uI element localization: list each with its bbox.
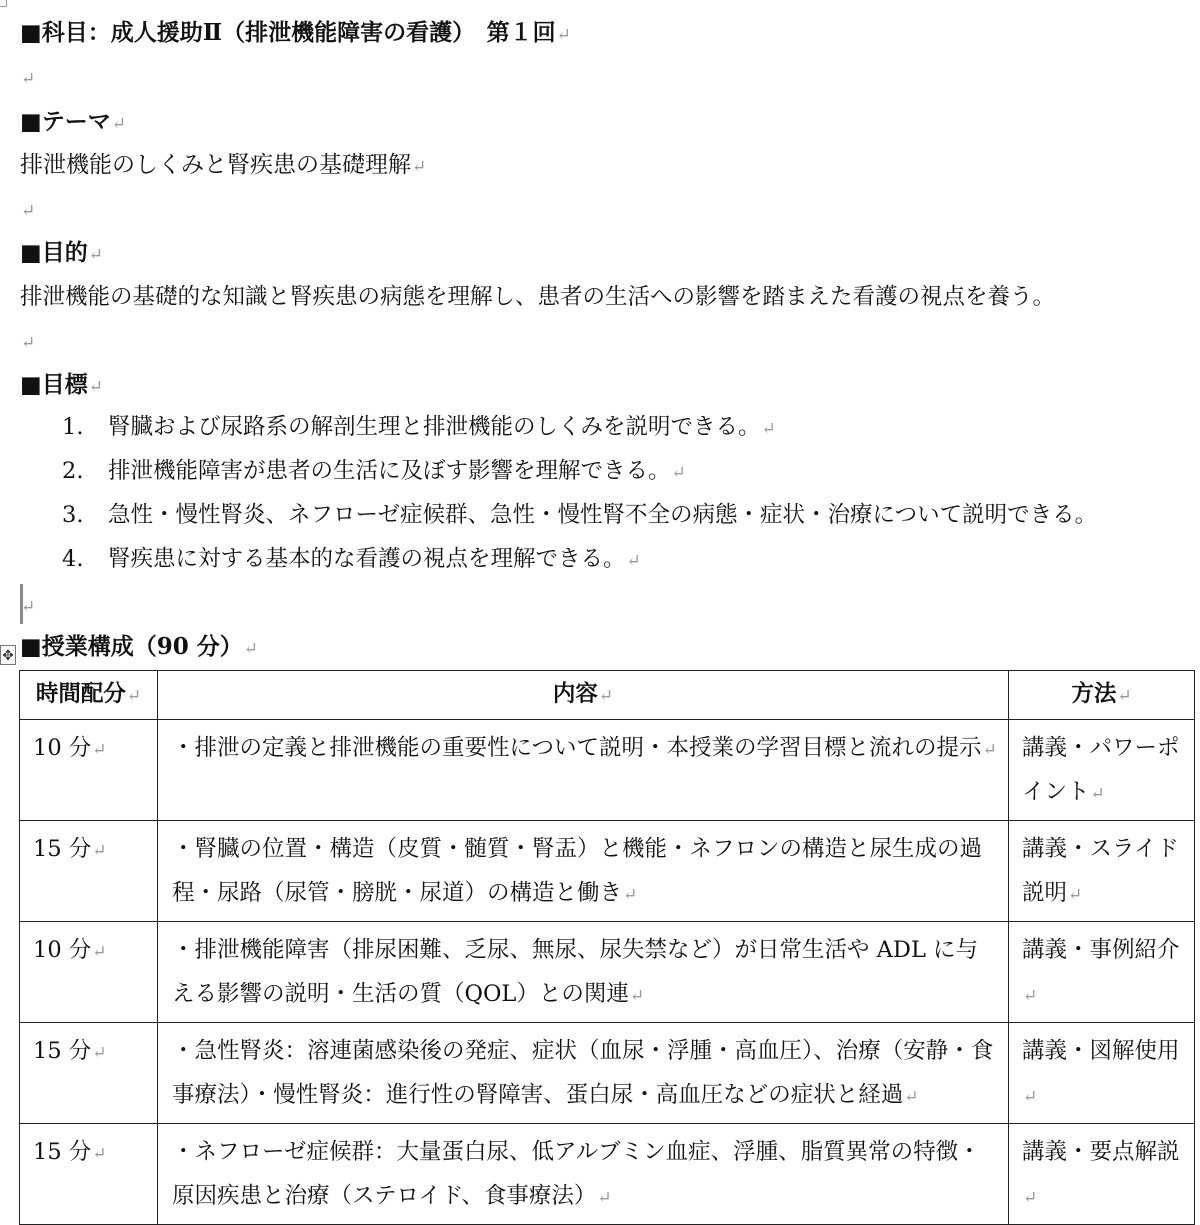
- cell-mark-icon: ↵: [92, 740, 107, 760]
- paragraph-mark-icon: ↵: [111, 114, 126, 134]
- time-cell[interactable]: 15 分↵: [20, 821, 158, 922]
- purpose-text[interactable]: 排泄機能の基礎的な知識と腎疾患の病態を理解し、患者の生活への影響を踏まえた看護の視点を養う。: [20, 284, 1056, 310]
- cell-mark-icon: ↵: [982, 740, 997, 760]
- cell-mark-icon: ↵: [904, 1087, 919, 1107]
- paragraph-mark-icon: ↵: [21, 597, 36, 617]
- paragraph-mark-icon: ↵: [21, 333, 36, 353]
- content-cell[interactable]: ・腎臓の位置・構造（皮質・髄質・腎盂）と機能・ネフロンの構造と尿生成の過程・尿路（尿管・膀胱・尿道）の構造と働き↵: [158, 821, 1009, 922]
- goals-heading[interactable]: ■目標↵: [20, 371, 103, 398]
- structure-heading[interactable]: ■授業構成（90 分）↵: [20, 633, 258, 660]
- theme-heading[interactable]: ■テーマ↵: [20, 108, 126, 135]
- goal-item-1[interactable]: 1. 腎臓および尿路系の解剖生理と排泄機能のしくみを説明できる。↵: [62, 414, 776, 440]
- table-row: [20, 821, 1195, 922]
- paragraph-mark-icon: ↵: [21, 69, 36, 89]
- paragraph-mark-icon: ↵: [761, 419, 776, 439]
- empty-paragraph[interactable]: [20, 590, 35, 622]
- cell-mark-icon: ↵: [1090, 784, 1105, 804]
- table-row: [20, 922, 1195, 1023]
- page-corner-marker: [0, 0, 7, 7]
- goal-item-3[interactable]: 3. 急性・慢性腎炎、ネフローゼ症候群、急性・慢性腎不全の病態・症状・治療について説明できる。: [62, 502, 1098, 528]
- column-header-time[interactable]: 時間配分↵: [20, 671, 158, 720]
- cell-mark-icon: ↵: [126, 686, 142, 706]
- purpose-heading[interactable]: ■目的↵: [20, 239, 103, 266]
- content-cell[interactable]: ・排泄機能障害（排尿困難、乏尿、無尿、尿失禁など）が日常生活や ADL に与える影響の説明・生活の質（QOL）との関連↵: [158, 922, 1009, 1023]
- method-cell[interactable]: 講義・事例紹介↵: [1009, 922, 1195, 1023]
- empty-paragraph[interactable]: [20, 194, 35, 226]
- paragraph-mark-icon: ↵: [626, 551, 641, 571]
- table-row: [20, 1023, 1195, 1124]
- cell-mark-icon: ↵: [92, 1144, 107, 1164]
- empty-paragraph[interactable]: [20, 62, 35, 94]
- cell-mark-icon: ↵: [598, 686, 614, 706]
- paragraph-mark-icon: ↵: [556, 25, 571, 45]
- table-row: [20, 1124, 1195, 1225]
- paragraph-mark-icon: ↵: [88, 377, 103, 397]
- table-header-row: [20, 671, 1195, 720]
- cell-mark-icon: ↵: [92, 1043, 107, 1063]
- empty-paragraph[interactable]: [20, 326, 35, 358]
- cell-mark-icon: ↵: [1117, 686, 1132, 706]
- table-row: [20, 720, 1195, 821]
- schedule-table[interactable]: [19, 670, 1195, 1225]
- method-cell[interactable]: 講義・図解使用↵: [1009, 1023, 1195, 1124]
- paragraph-mark-icon: ↵: [671, 463, 686, 483]
- course-title[interactable]: ■科目：成人援助Ⅱ（排泄機能障害の看護） 第１回↵: [20, 19, 571, 46]
- paragraph-mark-icon: ↵: [88, 245, 103, 265]
- table-move-handle-icon[interactable]: ✥: [0, 645, 16, 665]
- time-cell[interactable]: 15 分↵: [20, 1124, 158, 1225]
- cell-mark-icon: ↵: [1068, 885, 1083, 905]
- cell-mark-icon: ↵: [92, 942, 107, 962]
- method-cell[interactable]: 講義・スライド説明↵: [1009, 821, 1195, 922]
- cell-mark-icon: ↵: [1023, 986, 1038, 1006]
- content-cell[interactable]: ・ネフローゼ症候群：大量蛋白尿、低アルブミン血症、浮腫、脂質異常の特徴・原因疾患と治療（ステロイド、食事療法）↵: [158, 1124, 1009, 1225]
- method-cell[interactable]: 講義・要点解説↵: [1009, 1124, 1195, 1225]
- content-cell[interactable]: ・排泄の定義と排泄機能の重要性について説明・本授業の学習目標と流れの提示↵: [158, 720, 1009, 821]
- cell-mark-icon: ↵: [629, 986, 645, 1006]
- paragraph-mark-icon: ↵: [21, 201, 36, 221]
- cell-mark-icon: ↵: [92, 841, 107, 861]
- goal-item-2[interactable]: 2. 排泄機能障害が患者の生活に及ぼす影響を理解できる。↵: [62, 458, 686, 484]
- cell-mark-icon: ↵: [623, 885, 638, 905]
- time-cell[interactable]: 10 分↵: [20, 720, 158, 821]
- cell-mark-icon: ↵: [1023, 1188, 1038, 1208]
- paragraph-mark-icon: ↵: [243, 639, 258, 659]
- goal-item-4[interactable]: 4. 腎疾患に対する基本的な看護の視点を理解できる。↵: [62, 546, 641, 572]
- column-header-content[interactable]: 内容↵: [158, 671, 1009, 720]
- content-cell[interactable]: ・急性腎炎：溶連菌感染後の発症、症状（血尿・浮腫・高血圧）、治療（安静・食事療法）・慢性腎炎：進行性の腎障害、蛋白尿・高血圧などの症状と経過↵: [158, 1023, 1009, 1124]
- cell-mark-icon: ↵: [597, 1188, 612, 1208]
- time-cell[interactable]: 15 分↵: [20, 1023, 158, 1124]
- theme-text[interactable]: 排泄機能のしくみと腎疾患の基礎理解↵: [20, 152, 427, 178]
- time-cell[interactable]: 10 分↵: [20, 922, 158, 1023]
- column-header-method[interactable]: 方法↵: [1009, 671, 1195, 720]
- cell-mark-icon: ↵: [1023, 1087, 1038, 1107]
- method-cell[interactable]: 講義・パワーポイント↵: [1009, 720, 1195, 821]
- paragraph-mark-icon: ↵: [412, 157, 427, 177]
